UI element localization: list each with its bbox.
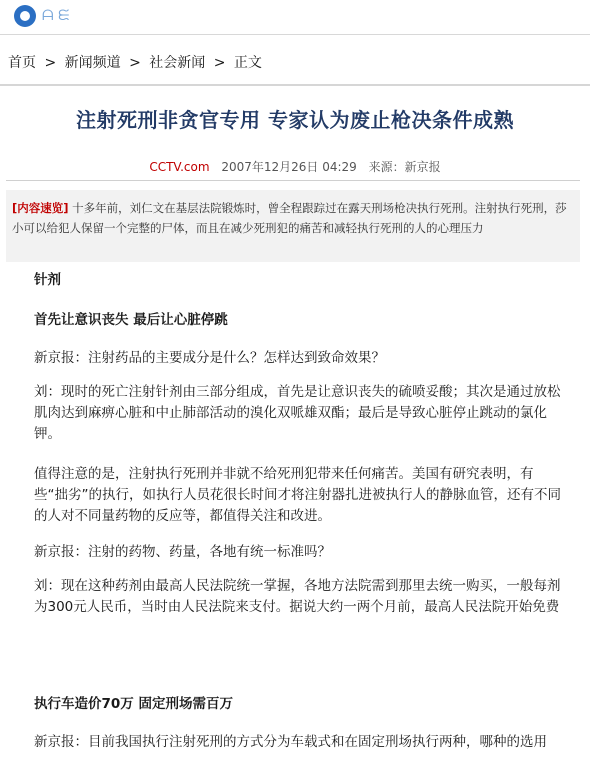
divider xyxy=(0,84,590,86)
paragraph: 新京报：注射的药物、药量，各地有统一标准吗？ xyxy=(34,544,331,560)
site-logo[interactable] xyxy=(14,5,69,27)
summary-text: 十多年前，刘仁文在基层法院锻炼时，曾全程跟踪过在露天刑场枪决执行死刑。注射执行死刑，莎小可以给犯人保留一个完整的尸体，而且在减少死刑犯的痛苦和减轻执行死刑的人的心理压力 xyxy=(12,201,567,235)
logo-text: ᗩ ᙓ xyxy=(42,8,70,24)
divider xyxy=(6,180,580,181)
paragraph: 新京报：注射药品的主要成分是什么？怎样达到致命效果？ xyxy=(34,350,385,366)
breadcrumb-separator: > xyxy=(129,55,141,71)
breadcrumb-current: 正文 xyxy=(233,55,262,71)
breadcrumb xyxy=(8,52,262,72)
article-title: 注射死刑非贪官专用 专家认为废止枪决条件成熟 xyxy=(76,108,514,132)
paragraph: 新京报：目前我国执行注射死刑的方式分为车载式和在固定刑场执行两种，哪种的选用 xyxy=(34,734,547,750)
summary-label: [内容速览] xyxy=(12,201,69,215)
paragraph: 值得注意的是，注射执行死刑并非就不给死刑犯带来任何痛苦。美国有研究表明，有些“拙劣”的执行，如执行人员花很长时间才将注射器扎进被执行人的静脉血管，还有不同的人对不同量药物的反应等，都值得关注和改进。 xyxy=(34,466,561,524)
top-bar xyxy=(0,0,590,35)
section-heading: 针剂 xyxy=(34,272,61,288)
breadcrumb-separator: > xyxy=(213,55,226,71)
summary-box xyxy=(6,190,580,262)
paragraph: 刘：现在这种药剂由最高人民法院统一掌握，各地方法院需到那里去统一购买，一般每剂为300元人民币，当时由人民法院来支付。据说大约一两个月前，最高人民法院开始免费 xyxy=(34,578,561,615)
breadcrumb-home[interactable]: 首页 xyxy=(8,55,36,71)
source-site[interactable]: CCTV.com xyxy=(149,160,210,174)
logo-icon xyxy=(14,5,36,27)
article-source: 来源：新京报 xyxy=(368,160,441,174)
breadcrumb-social-news[interactable]: 社会新闻 xyxy=(149,55,206,71)
breadcrumb-separator: > xyxy=(44,55,57,71)
breadcrumb-news-channel[interactable]: 新闻频道 xyxy=(64,55,121,71)
publish-date: 2007年12月26日 04:29 xyxy=(221,160,357,174)
article-meta xyxy=(0,158,590,175)
section-heading: 执行车造价70万 固定刑场需百万 xyxy=(34,696,233,712)
paragraph: 刘：现时的死亡注射针剂由三部分组成，首先是让意识丧失的硫喷妥酸；其次是通过放松肌肉达到麻痹心脏和中止肺部活动的溴化双哌雄双酯；最后是导致心脏停止跳动的氯化钾。 xyxy=(34,384,561,442)
subheading: 首先让意识丧失 最后让心脏停跳 xyxy=(34,312,228,328)
